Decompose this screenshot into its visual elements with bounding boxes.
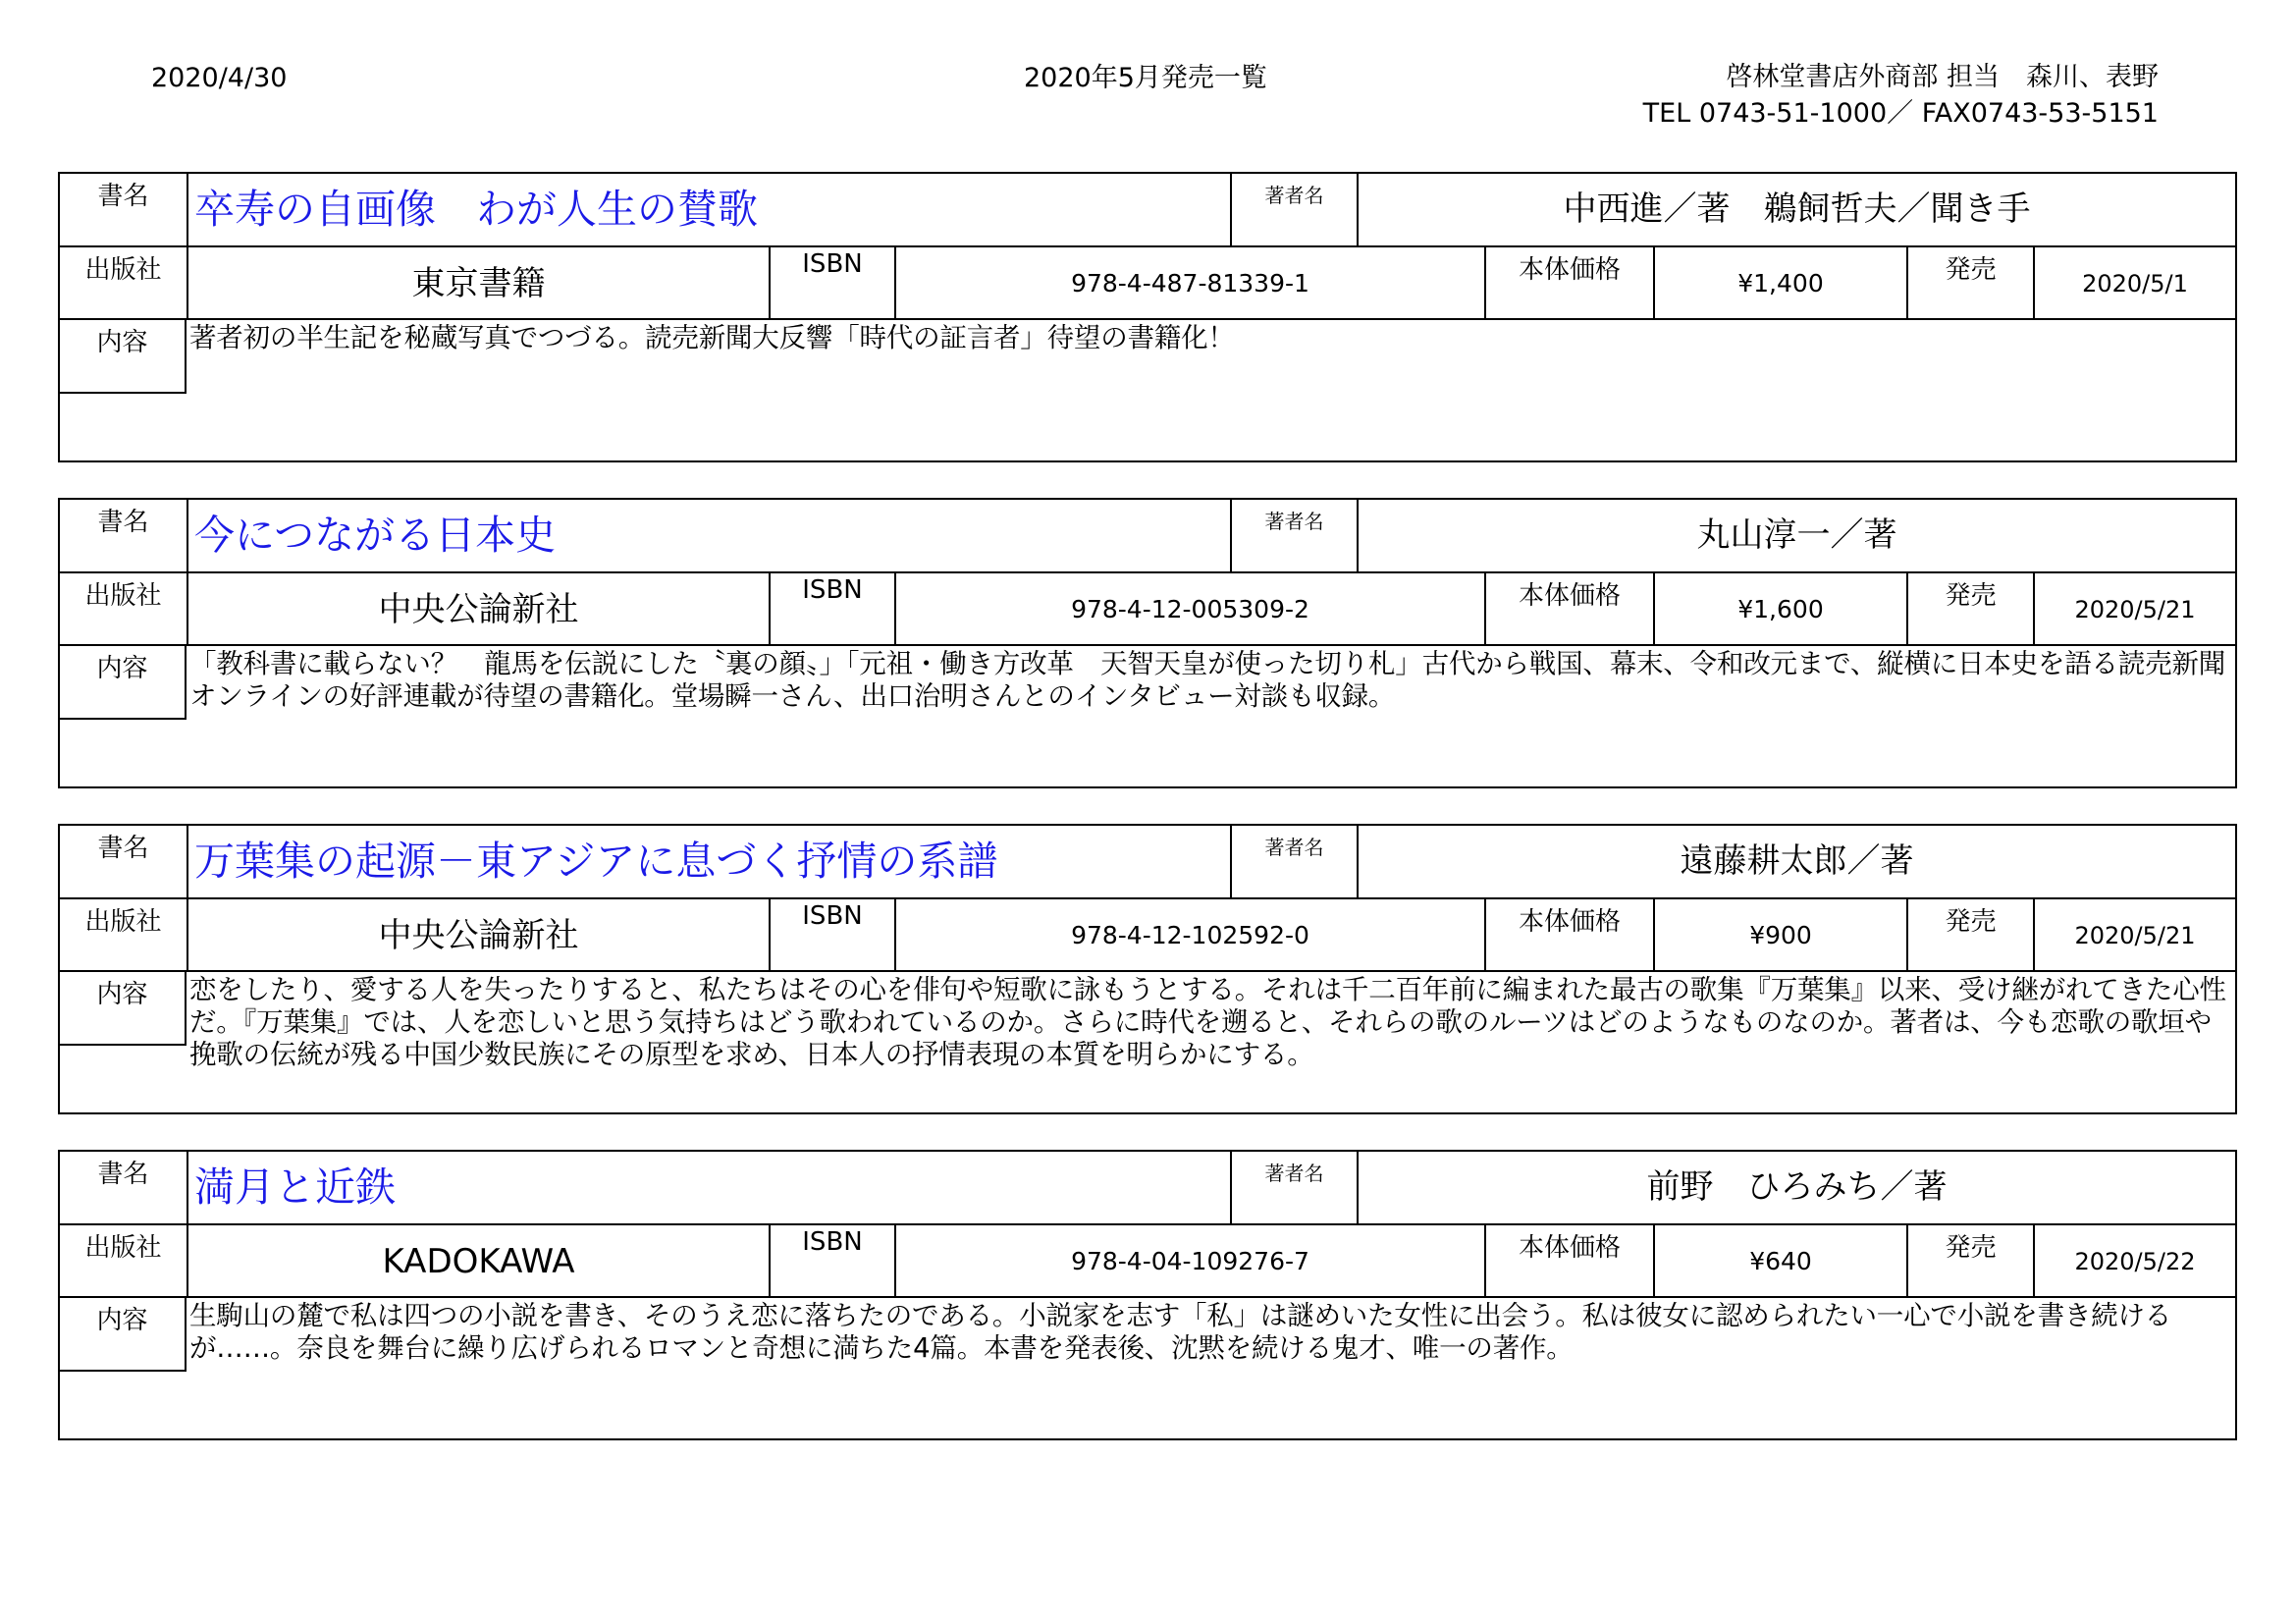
book-price: ¥1,600 xyxy=(1653,571,1906,644)
content-label-area xyxy=(60,644,187,790)
book-author: 中西進／著 鵜飼哲夫／聞き手 xyxy=(1357,174,2235,245)
release-label: 発売 xyxy=(1906,1223,2033,1296)
book-publisher: 中央公論新社 xyxy=(187,571,769,644)
header-contact: TEL 0743-51-1000／ FAX0743-53-5151 xyxy=(1642,98,2159,129)
book-author: 遠藤耕太郎／著 xyxy=(1357,826,2235,897)
isbn-label: ISBN xyxy=(769,897,894,970)
price-label: 本体価格 xyxy=(1484,897,1653,970)
book-author: 前野 ひろみち／著 xyxy=(1357,1152,2235,1223)
title-label: 書名 xyxy=(97,508,149,537)
release-label: 発売 xyxy=(1906,571,2033,644)
content-label: 内容 xyxy=(60,972,187,1046)
publisher-label: 出版社 xyxy=(60,1223,187,1296)
book-publisher: 東京書籍 xyxy=(187,245,769,318)
author-label: 著者名 xyxy=(1230,500,1357,571)
book-title: 満月と近鉄 xyxy=(187,1152,1230,1223)
title-label: 書名 xyxy=(97,1160,149,1189)
isbn-label: ISBN xyxy=(769,1223,894,1296)
content-label: 内容 xyxy=(60,320,187,394)
release-label: 発売 xyxy=(1906,897,2033,970)
price-label: 本体価格 xyxy=(1484,571,1653,644)
book-release-date: 2020/5/1 xyxy=(2033,245,2235,318)
book-release-date: 2020/5/21 xyxy=(2033,571,2235,644)
release-label: 発売 xyxy=(1906,245,2033,318)
book-author: 丸山淳一／著 xyxy=(1357,500,2235,571)
content-label-area xyxy=(60,1296,187,1442)
price-label: 本体価格 xyxy=(1484,1223,1653,1296)
book-entry xyxy=(58,498,2237,788)
book-release-date: 2020/5/21 xyxy=(2033,897,2235,970)
content-label-area xyxy=(60,318,187,464)
book-isbn: 978-4-12-005309-2 xyxy=(894,571,1484,644)
publisher-label: 出版社 xyxy=(60,571,187,644)
header-company: 啓林堂書店外商部 担当 森川、表野 xyxy=(1726,62,2159,92)
book-content: 恋をしたり、愛する人を失ったりすると、私たちはその心を俳句や短歌に詠もうとする。それは千二百年前に編まれた最古の歌集『万葉集』以来、受け継がれてきた心性だ。『万葉集』では、人を恋しいと思う気持ちはどう歌われているのか。さらに時代を遡ると、それらの歌のルーツはどのようなものなのか。著者は、今も恋歌の歌垣や挽歌の伝統が残る中国少数民族にその原型を求め、日本人の抒情表現の本質を明らかにする。 xyxy=(187,970,2235,1112)
content-label: 内容 xyxy=(60,646,187,720)
author-label: 著者名 xyxy=(1230,174,1357,245)
book-title: 今につながる日本史 xyxy=(187,500,1230,571)
publisher-label: 出版社 xyxy=(60,897,187,970)
author-label: 著者名 xyxy=(1230,1152,1357,1223)
isbn-label: ISBN xyxy=(769,245,894,318)
book-entry xyxy=(58,824,2237,1114)
book-isbn: 978-4-487-81339-1 xyxy=(894,245,1484,318)
book-content: 生駒山の麓で私は四つの小説を書き、そのうえ恋に落ちたのである。小説家を志す「私」は謎めいた女性に出会う。私は彼女に認められたい一心で小説を書き続けるが……。奈良を舞台に繰り広げられるロマンと奇想に満ちた4篇。本書を発表後、沈黙を続ける鬼才、唯一の著作。 xyxy=(187,1296,2235,1438)
book-isbn: 978-4-04-109276-7 xyxy=(894,1223,1484,1296)
book-content: 「教科書に載らない？ 龍馬を伝説にした〝裏の顔〟」「元祖・働き方改革 天智天皇が使った切り札」古代から戦国、幕末、令和改元まで、縦横に日本史を語る読売新聞オンラインの好評連載が待望の書籍化。堂場瞬一さん、出口治明さんとのインタビュー対談も収録。 xyxy=(187,644,2235,786)
book-price: ¥640 xyxy=(1653,1223,1906,1296)
book-content: 著者初の半生記を秘蔵写真でつづる。読売新聞大反響「時代の証言者」待望の書籍化！ xyxy=(187,318,2235,460)
header-contact-block xyxy=(1643,59,2159,132)
book-title: 万葉集の起源－東アジアに息づく抒情の系譜 xyxy=(187,826,1230,897)
author-label: 著者名 xyxy=(1230,826,1357,897)
book-publisher: 中央公論新社 xyxy=(187,897,769,970)
book-entry xyxy=(58,1150,2237,1440)
book-title: 卒寿の自画像 わが人生の賛歌 xyxy=(187,174,1230,245)
book-price: ¥1,400 xyxy=(1653,245,1906,318)
isbn-label: ISBN xyxy=(769,571,894,644)
book-isbn: 978-4-12-102592-0 xyxy=(894,897,1484,970)
content-label: 内容 xyxy=(60,1298,187,1372)
header-title: 2020年5月発売一覧 xyxy=(1024,63,1267,93)
book-entry xyxy=(58,172,2237,462)
title-label: 書名 xyxy=(97,182,149,211)
price-label: 本体価格 xyxy=(1484,245,1653,318)
book-price: ¥900 xyxy=(1653,897,1906,970)
book-release-date: 2020/5/22 xyxy=(2033,1223,2235,1296)
publisher-label: 出版社 xyxy=(60,245,187,318)
book-publisher: KADOKAWA xyxy=(187,1223,769,1296)
header-date: 2020/4/30 xyxy=(151,63,288,93)
title-label: 書名 xyxy=(97,834,149,863)
content-label-area xyxy=(60,970,187,1116)
